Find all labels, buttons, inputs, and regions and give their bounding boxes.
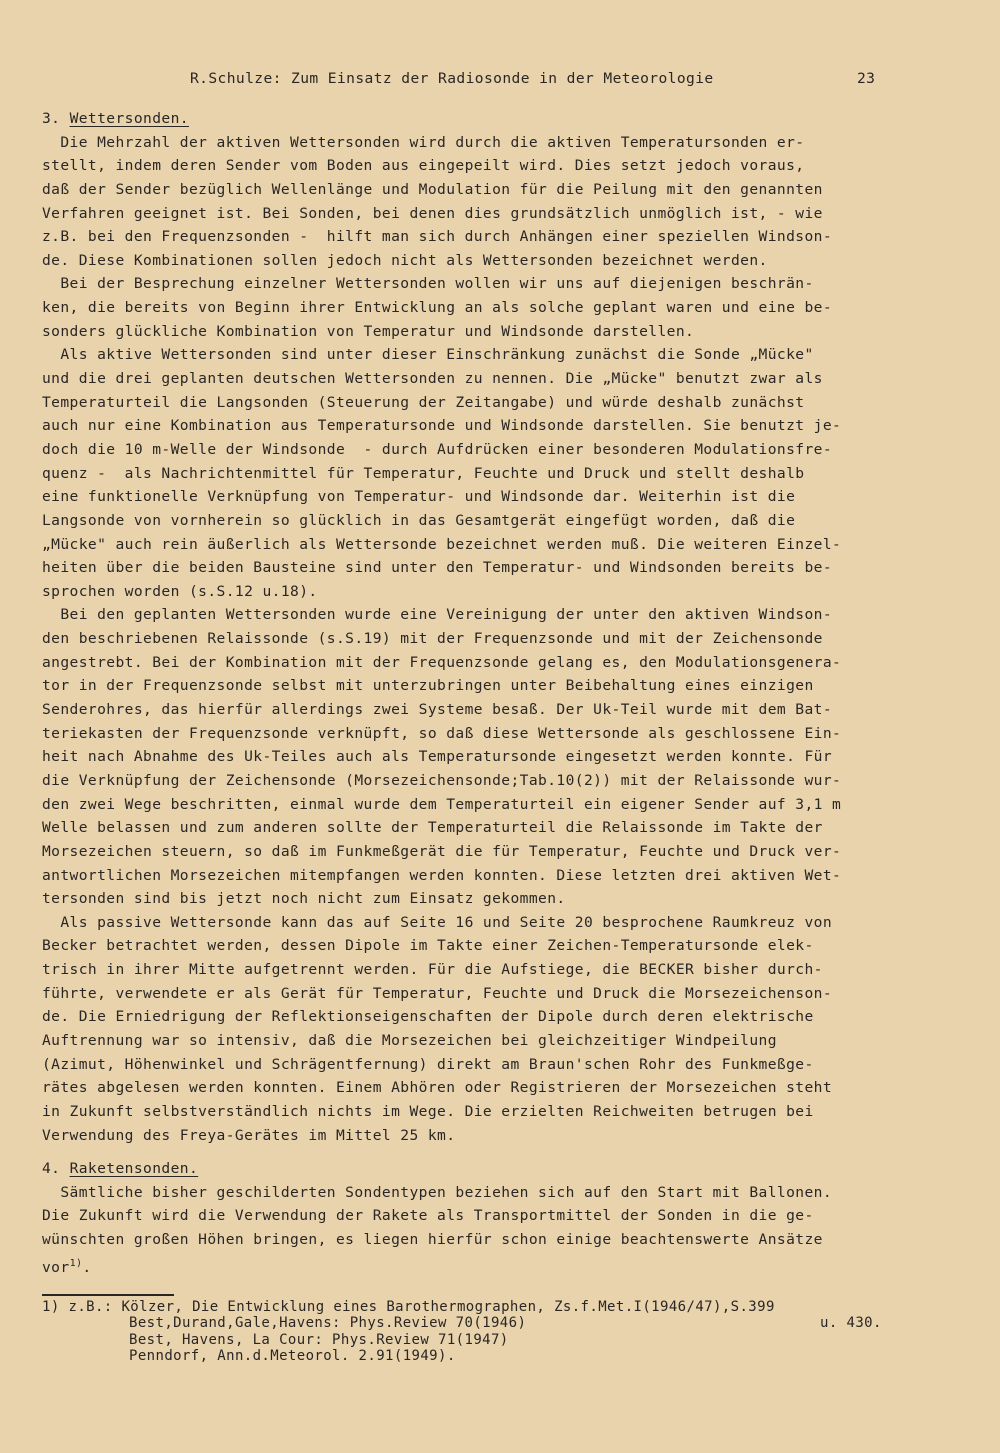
section-title: Wettersonden. — [69, 110, 189, 127]
text-line: de. Die Erniedrigung der Reflektionseigenschaften der Dipole durch deren elektrische — [42, 1008, 814, 1026]
text-line: eine funktionelle Verknüpfung von Temperatur- und Windsonde dar. Weiterhin ist die — [42, 488, 796, 506]
section-paragraphs — [42, 1181, 902, 1252]
text-line: sprochen worden (s.S.12 u.18). — [42, 582, 318, 600]
text-line: stellt, indem deren Sender vom Boden aus eingepeilt wird. Dies setzt jedoch voraus, — [42, 157, 805, 175]
text-line: angestrebt. Bei der Kombination mit der Frequenzsonde gelang es, den Modulationsgenera- — [42, 653, 842, 671]
footnote-page-ref: u. 430. — [820, 1315, 882, 1332]
text-line: auch nur eine Kombination aus Temperatursonde und Windsonde darstellen. Sie benutzt je- — [42, 417, 842, 435]
text-line: Temperaturteil die Langsonden (Steuerung der Zeitangabe) und würde deshalb zunächst — [42, 393, 805, 411]
footnote-line: Best, Havens, La Cour: Phys.Review 71(1947) — [129, 1331, 509, 1348]
text-line: Bei der Besprechung einzelner Wettersonden wollen wir uns auf diejenigen beschrän- — [42, 275, 814, 293]
page-number: 23 — [857, 70, 876, 87]
section-number: 3. — [42, 110, 61, 127]
running-title: R.Schulze: Zum Einsatz der Radiosonde in der Meteorologie — [190, 70, 714, 87]
section-heading — [42, 1157, 902, 1181]
text-line: Morsezeichen steuern, so daß im Funkmeßgerät die für Temperatur, Feuchte und Druck ver- — [42, 842, 842, 860]
text-line: Verwendung des Freya-Gerätes im Mittel 25 km. — [42, 1126, 456, 1144]
text-line: Die Mehrzahl der aktiven Wettersonden wird durch die aktiven Temperatursonden er- — [42, 133, 805, 151]
body-text — [42, 107, 902, 1275]
text-line: wünschten großen Höhen bringen, es liegen hierfür schon einige beachtenswerte Ansätze — [42, 1231, 823, 1249]
text-line: die Verknüpfung der Zeichensonde (Morsezeichensonde;Tab.10(2)) mit der Relaissonde wur- — [42, 771, 842, 789]
footnote-line: Best,Durand,Gale,Havens: Phys.Review 70(1946) — [129, 1315, 527, 1332]
text-line: führte, verwendete er als Gerät für Temperatur, Feuchte und Druck die Morsezeichenson- — [42, 984, 833, 1002]
text-line: tor in der Frequenzsonde selbst mit unterzubringen unter Beibehaltung eines einzigen — [42, 677, 814, 695]
text-line: Auftrennung war so intensiv, daß die Morsezeichen bei gleichzeitiger Windpeilung — [42, 1031, 777, 1049]
text-line: trisch in ihrer Mitte aufgetrennt werden. Für die Aufstiege, die BECKER bisher durch- — [42, 961, 823, 979]
text-line: Als passive Wettersonde kann das auf Seite 16 und Seite 20 besprochene Raumkreuz von — [42, 913, 833, 931]
footnote-block — [42, 1299, 902, 1364]
text-line: in Zukunft selbstverständlich nichts im Wege. Die erzielten Reichweiten betrugen bei — [42, 1102, 814, 1120]
text-line: tersonden sind bis jetzt noch nicht zum Einsatz gekommen. — [42, 890, 566, 908]
text-line: z.B. bei den Frequenzsonden - hilft man sich durch Anhängen einer speziellen Windson- — [42, 228, 833, 246]
text-line: Becker betrachtet werden, dessen Dipole im Takte einer Zeichen-Temperatursonde elek- — [42, 937, 814, 955]
text-line: vor$^{1)}$. — [42, 1257, 92, 1276]
text-line: Verfahren geeignet ist. Bei Sonden, bei denen dies grundsätzlich unmöglich ist, - wie — [42, 204, 823, 222]
text-line: antwortlichen Morsezeichen mitempfangen werden konnten. Diese letzten drei aktiven Wet- — [42, 866, 842, 884]
text-line: „Mücke" auch rein äußerlich als Wettersonde bezeichnet werden muß. Die weiteren Einzel- — [42, 535, 842, 553]
text-line: sonders glückliche Kombination von Temperatur und Windsonde darstellen. — [42, 322, 695, 340]
text-line: heit nach Abnahme des Uk-Teiles auch als Temperatursonde eingesetzt werden konnte. Für — [42, 748, 833, 766]
text-line: heiten über die beiden Bausteine sind unter den Temperatur- und Windsonden bereits be- — [42, 559, 833, 577]
text-line: und die drei geplanten deutschen Wettersonden zu nennen. Die „Mücke" benutzt zwar als — [42, 370, 823, 388]
page-header — [0, 70, 1000, 92]
text-line: Bei den geplanten Wettersonden wurde eine Vereinigung der unter den aktiven Windson- — [42, 606, 833, 624]
section-number: 4. — [42, 1160, 61, 1178]
section-title: Raketensonden. — [69, 1160, 199, 1178]
text-line: rätes abgelesen werden konnten. Einem Abhören oder Registrieren der Morsezeichen steht — [42, 1079, 833, 1097]
text-line: (Azimut, Höhenwinkel und Schrägentfernung) direkt am Braun'schen Rohr des Funkmeßge- — [42, 1055, 814, 1073]
text-line: Welle belassen und zum anderen sollte der Temperaturteil die Relaissonde im Takte der — [42, 819, 823, 837]
text-line: de. Diese Kombinationen sollen jedoch nicht als Wettersonden bezeichnet werden. — [42, 251, 768, 269]
text-line: Die Zukunft wird die Verwendung der Rakete als Transportmittel der Sonden in die ge- — [42, 1207, 814, 1225]
text-line: quenz - als Nachrichtenmittel für Temperatur, Feuchte und Druck und stellt deshalb — [42, 464, 805, 482]
section-heading — [42, 107, 902, 131]
text-line: Sämtliche bisher geschilderten Sondentypen beziehen sich auf den Start mit Ballonen. — [42, 1183, 833, 1201]
text-line: Als aktive Wettersonden sind unter dieser Einschränkung zunächst die Sonde „Mücke" — [42, 346, 814, 364]
text-line: Senderohres, das hierfür allerdings zwei Systeme besaß. Der Uk-Teil wurde mit dem Bat- — [42, 701, 833, 719]
text-line: den zwei Wege beschritten, einmal wurde dem Temperaturteil ein eigener Sender auf 3,1 m — [42, 795, 842, 813]
text-line: den beschriebenen Relaissonde (s.S.19) mit der Frequenzsonde und mit der Zeichensonde — [42, 630, 823, 648]
text-line: ken, die bereits von Beginn ihrer Entwicklung an als solche geplant waren und eine be- — [42, 299, 833, 317]
footnote-line: 1) z.B.: Kölzer, Die Entwicklung eines Barothermographen, Zs.f.Met.I(1946/47),S.399 — [42, 1299, 775, 1315]
text-line: Langsonde von vornherein so glücklich in das Gesamtgerät eingefügt worden, daß die — [42, 511, 796, 529]
footnote-rule — [42, 1294, 174, 1296]
text-line: teriekasten der Frequenzsonde verknüpft, so daß diese Wettersonde als geschlossene Ein- — [42, 724, 842, 742]
section-paragraphs — [42, 131, 902, 1148]
text-line: doch die 10 m-Welle der Windsonde - durch Aufdrücken einer besonderen Modulationsfre- — [42, 440, 833, 458]
footnote-line: Penndorf, Ann.d.Meteorol. 2.91(1949). — [129, 1347, 456, 1364]
text-line: daß der Sender bezüglich Wellenlänge und Modulation für die Peilung mit den genannten — [42, 180, 823, 198]
footnote-marker: 1) — [69, 1257, 83, 1269]
